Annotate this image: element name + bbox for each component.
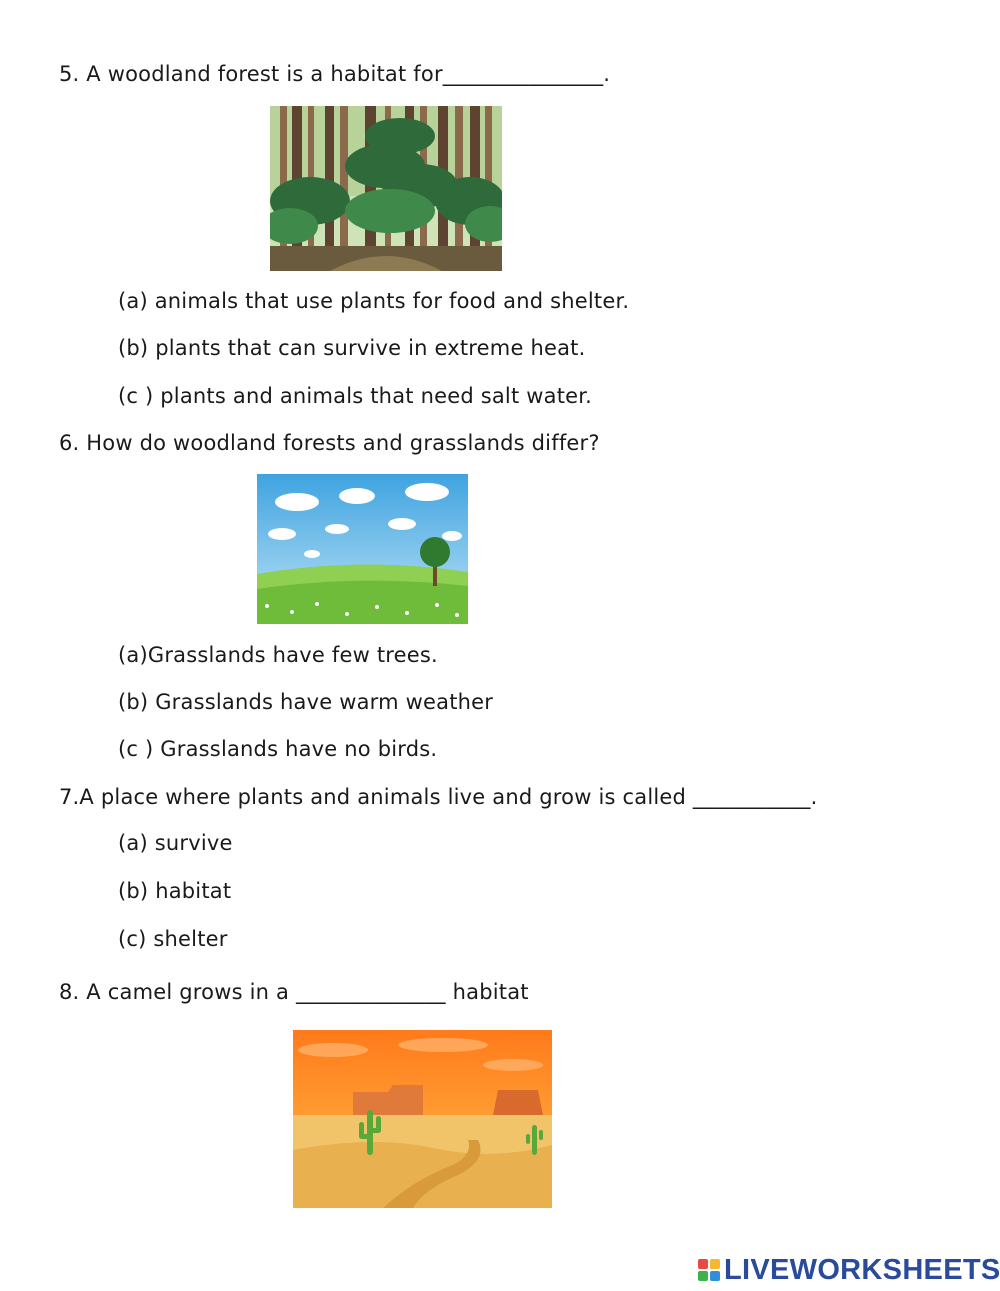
logo-text: LIVEWORKSHEETS <box>724 1253 1000 1286</box>
question-5-prompt: 5. A woodland forest is a habitat for_______________. <box>59 62 611 86</box>
grassland-image <box>257 474 468 624</box>
question-5-option-a[interactable]: (a) animals that use plants for food and shelter. <box>118 289 630 313</box>
question-5-option-c[interactable]: (c ) plants and animals that need salt water. <box>118 384 593 408</box>
woodland-forest-image <box>270 106 502 271</box>
question-7-option-c[interactable]: (c) shelter <box>118 927 228 951</box>
question-6-option-a[interactable]: (a)Grasslands have few trees. <box>118 643 438 667</box>
question-7-option-a[interactable]: (a) survive <box>118 831 233 855</box>
question-7-option-b[interactable]: (b) habitat <box>118 879 232 903</box>
liveworksheets-logo <box>698 1254 1000 1286</box>
logo-blocks-icon <box>698 1259 720 1281</box>
question-6-prompt: 6. How do woodland forests and grasslands differ? <box>59 431 600 455</box>
question-5-option-b[interactable]: (b) plants that can survive in extreme heat. <box>118 336 586 360</box>
question-8-prompt: 8. A camel grows in a ______________ habitat <box>59 980 529 1004</box>
question-7-prompt: 7.A place where plants and animals live and grow is called ___________. <box>59 785 818 809</box>
question-6-option-b[interactable]: (b) Grasslands have warm weather <box>118 690 494 714</box>
question-6-option-c[interactable]: (c ) Grasslands have no birds. <box>118 737 438 761</box>
desert-image <box>293 1030 552 1208</box>
